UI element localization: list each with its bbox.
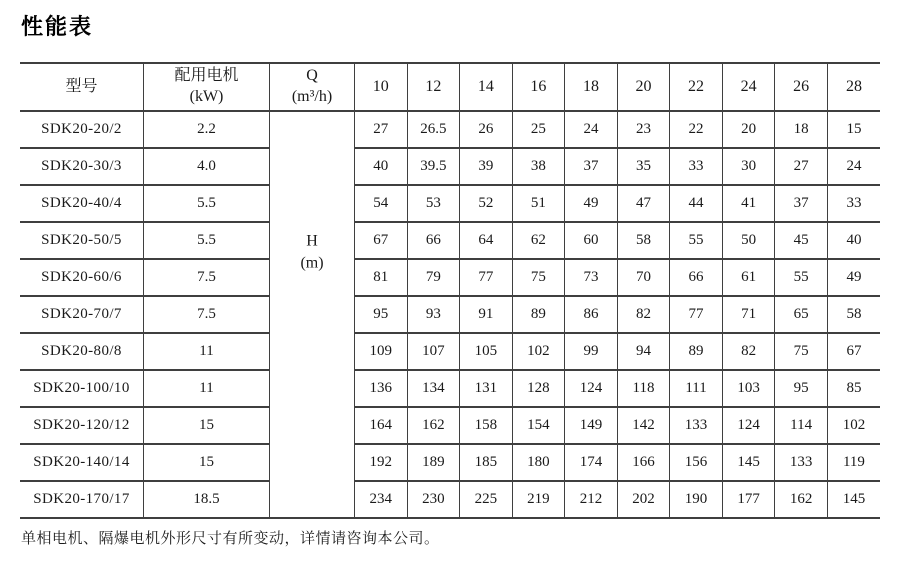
head-value-cell: 133 (775, 444, 828, 481)
head-value-cell: 52 (460, 185, 513, 222)
head-value-cell: 145 (722, 444, 775, 481)
head-value-cell: 75 (775, 333, 828, 370)
head-value-cell: 86 (565, 296, 618, 333)
header-motor-name: 配用电机 (174, 67, 239, 85)
head-value-cell: 202 (617, 481, 670, 518)
head-value-cell: 67 (355, 222, 408, 259)
head-value-cell: 39 (460, 148, 513, 185)
header-model: 型号 (20, 63, 144, 111)
head-value-cell: 50 (722, 222, 775, 259)
header-flow-value: 14 (460, 63, 513, 111)
head-value-cell: 45 (775, 222, 828, 259)
head-value-cell: 49 (827, 259, 880, 296)
head-value-cell: 27 (775, 148, 828, 185)
head-value-cell: 71 (722, 296, 775, 333)
head-value-cell: 15 (827, 111, 880, 148)
head-value-cell: 149 (565, 407, 618, 444)
head-value-cell: 174 (565, 444, 618, 481)
head-value-cell: 99 (565, 333, 618, 370)
head-value-cell: 89 (512, 296, 565, 333)
head-value-cell: 107 (407, 333, 460, 370)
header-flow-value: 24 (722, 63, 775, 111)
power-cell: 11 (144, 370, 270, 407)
header-flow-value: 12 (407, 63, 460, 111)
head-value-cell: 156 (670, 444, 723, 481)
head-value-cell: 189 (407, 444, 460, 481)
head-value-cell: 60 (565, 222, 618, 259)
head-value-cell: 24 (565, 111, 618, 148)
head-value-cell: 40 (827, 222, 880, 259)
head-value-cell: 133 (670, 407, 723, 444)
table-row (20, 185, 880, 222)
head-value-cell: 134 (407, 370, 460, 407)
performance-table (20, 62, 880, 519)
header-flow-value: 20 (617, 63, 670, 111)
header-flow-value: 22 (670, 63, 723, 111)
head-value-cell: 33 (670, 148, 723, 185)
head-value-cell: 230 (407, 481, 460, 518)
head-value-cell: 136 (355, 370, 408, 407)
head-value-cell: 77 (460, 259, 513, 296)
table-row (20, 222, 880, 259)
header-flow-symbol: Q (306, 67, 318, 85)
head-value-cell: 154 (512, 407, 565, 444)
head-value-cell: 38 (512, 148, 565, 185)
head-value-cell: 37 (775, 185, 828, 222)
model-cell: SDK20-170/17 (20, 481, 144, 518)
head-unit-label (300, 230, 323, 273)
head-value-cell: 41 (722, 185, 775, 222)
head-value-cell: 145 (827, 481, 880, 518)
model-cell: SDK20-140/14 (20, 444, 144, 481)
power-cell: 7.5 (144, 259, 270, 296)
head-value-cell: 82 (617, 296, 670, 333)
head-value-cell: 27 (355, 111, 408, 148)
power-cell: 4.0 (144, 148, 270, 185)
head-value-cell: 65 (775, 296, 828, 333)
footer-note: 单相电机、隔爆电机外形尺寸有所变动，详情请咨询本公司。 (21, 530, 440, 547)
head-value-cell: 102 (827, 407, 880, 444)
head-value-cell: 70 (617, 259, 670, 296)
head-value-cell: 103 (722, 370, 775, 407)
table-row (20, 370, 880, 407)
head-value-cell: 39.5 (407, 148, 460, 185)
header-flow-value: 26 (775, 63, 828, 111)
model-cell: SDK20-80/8 (20, 333, 144, 370)
head-value-cell: 225 (460, 481, 513, 518)
head-value-cell: 119 (827, 444, 880, 481)
table-row (20, 333, 880, 370)
head-value-cell: 75 (512, 259, 565, 296)
header-motor (144, 63, 270, 111)
table-row (20, 444, 880, 481)
model-cell: SDK20-20/2 (20, 111, 144, 148)
header-flow-unit: (m³/h) (291, 88, 333, 105)
model-cell: SDK20-70/7 (20, 296, 144, 333)
head-value-cell: 162 (775, 481, 828, 518)
head-value-cell: 66 (407, 222, 460, 259)
head-value-cell: 91 (460, 296, 513, 333)
head-value-cell: 166 (617, 444, 670, 481)
head-value-cell: 23 (617, 111, 670, 148)
model-cell: SDK20-100/10 (20, 370, 144, 407)
table-row (20, 148, 880, 185)
head-value-cell: 77 (670, 296, 723, 333)
head-value-cell: 66 (670, 259, 723, 296)
head-value-cell: 37 (565, 148, 618, 185)
head-value-cell: 26 (460, 111, 513, 148)
head-value-cell: 18 (775, 111, 828, 148)
head-value-cell: 54 (355, 185, 408, 222)
table-header-row (20, 63, 880, 111)
power-cell: 18.5 (144, 481, 270, 518)
head-value-cell: 185 (460, 444, 513, 481)
table-row (20, 296, 880, 333)
table-body (20, 111, 880, 518)
head-value-cell: 111 (670, 370, 723, 407)
head-value-cell: 219 (512, 481, 565, 518)
header-flow (270, 63, 355, 111)
model-cell: SDK20-60/6 (20, 259, 144, 296)
head-value-cell: 55 (670, 222, 723, 259)
power-cell: 7.5 (144, 296, 270, 333)
head-value-cell: 81 (355, 259, 408, 296)
power-cell: 2.2 (144, 111, 270, 148)
head-value-cell: 89 (670, 333, 723, 370)
head-value-cell: 25 (512, 111, 565, 148)
head-value-cell: 62 (512, 222, 565, 259)
header-motor-unit: (kW) (189, 88, 224, 105)
power-cell: 5.5 (144, 185, 270, 222)
head-value-cell: 35 (617, 148, 670, 185)
head-value-cell: 162 (407, 407, 460, 444)
head-value-cell: 234 (355, 481, 408, 518)
head-value-cell: 118 (617, 370, 670, 407)
head-value-cell: 55 (775, 259, 828, 296)
head-value-cell: 180 (512, 444, 565, 481)
head-value-cell: 53 (407, 185, 460, 222)
header-flow-value: 28 (827, 63, 880, 111)
head-value-cell: 158 (460, 407, 513, 444)
head-value-cell: 105 (460, 333, 513, 370)
head-value-cell: 51 (512, 185, 565, 222)
model-cell: SDK20-30/3 (20, 148, 144, 185)
model-cell: SDK20-50/5 (20, 222, 144, 259)
head-value-cell: 192 (355, 444, 408, 481)
head-value-cell: 93 (407, 296, 460, 333)
head-value-cell: 44 (670, 185, 723, 222)
head-value-cell: 22 (670, 111, 723, 148)
power-cell: 5.5 (144, 222, 270, 259)
head-value-cell: 212 (565, 481, 618, 518)
power-cell: 11 (144, 333, 270, 370)
head-value-cell: 109 (355, 333, 408, 370)
head-value-cell: 33 (827, 185, 880, 222)
head-value-cell: 124 (565, 370, 618, 407)
head-value-cell: 67 (827, 333, 880, 370)
head-value-cell: 177 (722, 481, 775, 518)
head-unit-cell (270, 111, 355, 518)
head-value-cell: 190 (670, 481, 723, 518)
head-value-cell: 64 (460, 222, 513, 259)
head-value-cell: 124 (722, 407, 775, 444)
model-cell: SDK20-40/4 (20, 185, 144, 222)
model-cell: SDK20-120/12 (20, 407, 144, 444)
header-flow-value: 18 (565, 63, 618, 111)
head-value-cell: 85 (827, 370, 880, 407)
head-value-cell: 30 (722, 148, 775, 185)
head-value-cell: 94 (617, 333, 670, 370)
head-value-cell: 40 (355, 148, 408, 185)
header-flow-value: 10 (355, 63, 408, 111)
table-row (20, 259, 880, 296)
table-row (20, 111, 880, 148)
head-value-cell: 102 (512, 333, 565, 370)
head-value-cell: 47 (617, 185, 670, 222)
head-value-cell: 26.5 (407, 111, 460, 148)
head-value-cell: 131 (460, 370, 513, 407)
head-value-cell: 58 (617, 222, 670, 259)
page-title: 性能表 (21, 14, 94, 39)
head-value-cell: 24 (827, 148, 880, 185)
head-value-cell: 142 (617, 407, 670, 444)
head-unit-unit: (m) (300, 254, 324, 271)
head-value-cell: 95 (775, 370, 828, 407)
head-value-cell: 79 (407, 259, 460, 296)
head-value-cell: 128 (512, 370, 565, 407)
power-cell: 15 (144, 444, 270, 481)
head-value-cell: 58 (827, 296, 880, 333)
head-value-cell: 164 (355, 407, 408, 444)
head-value-cell: 95 (355, 296, 408, 333)
head-value-cell: 82 (722, 333, 775, 370)
head-value-cell: 49 (565, 185, 618, 222)
head-value-cell: 20 (722, 111, 775, 148)
head-unit-symbol: H (306, 232, 318, 250)
head-value-cell: 61 (722, 259, 775, 296)
head-value-cell: 73 (565, 259, 618, 296)
head-value-cell: 114 (775, 407, 828, 444)
header-flow-value: 16 (512, 63, 565, 111)
table-row (20, 407, 880, 444)
table-row (20, 481, 880, 518)
power-cell: 15 (144, 407, 270, 444)
